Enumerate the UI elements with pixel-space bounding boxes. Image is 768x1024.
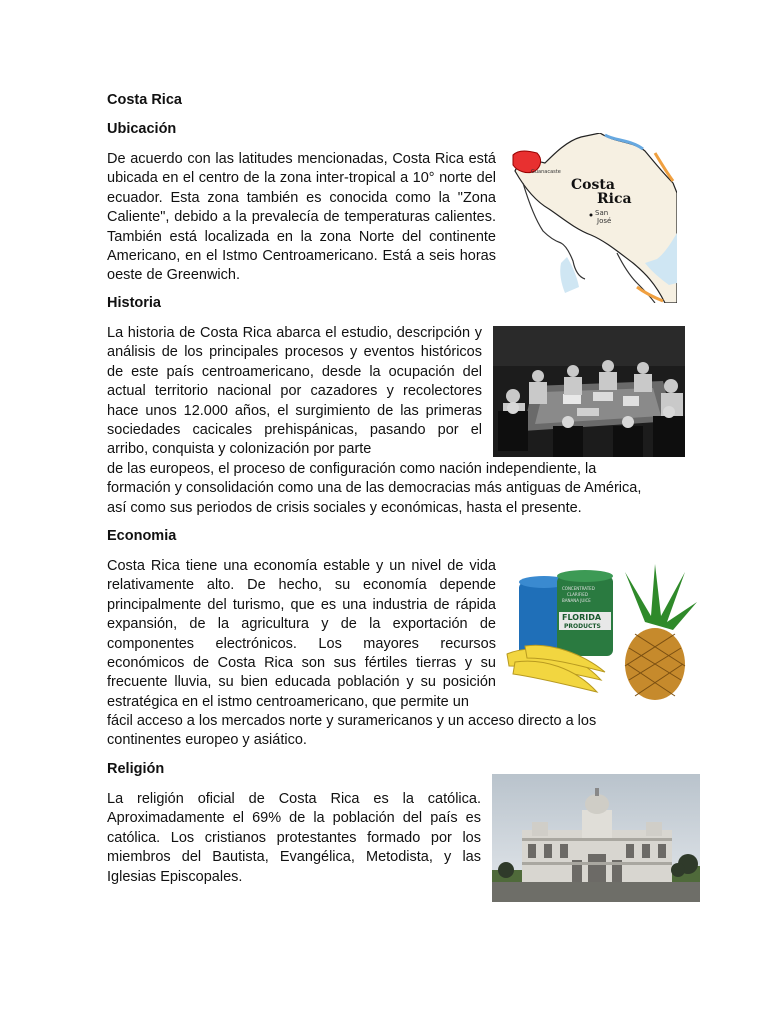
section-text-religion: La religión oficial de Costa Rica es la católica. Aproximadamente el 69% de la población del país es católica. Los cristianos protestantes formado por los miembros del Bautista, Evangélica, Metodista, y las Iglesias Episcopales. bbox=[107, 791, 481, 885]
costa-rica-map-image bbox=[505, 133, 677, 303]
map-label-jose: José bbox=[597, 217, 612, 225]
section-text-historia-full bbox=[107, 460, 661, 518]
fruit-products-image bbox=[505, 562, 698, 702]
cathedral-image bbox=[492, 774, 700, 902]
cathedral-photo-icon bbox=[492, 774, 700, 902]
section-heading-historia: Historia bbox=[107, 295, 161, 311]
text-line: formación y consolidación como una de las democracias más antiguas de América, bbox=[107, 480, 642, 497]
barrel-label-products: PRODUCTS bbox=[564, 623, 601, 630]
section-heading-ubicacion: Ubicación bbox=[107, 121, 177, 137]
barrel-label-juice: BANANA JUICE bbox=[562, 598, 591, 603]
section-text-economia-wrapped: Costa Rica tiene una economía estable y un nivel de vida relativamente alto. De hecho, su economía depende principalmente del turismo, que es una industria de rápida expansión, de la agricultura y de la exportación de componentes electrónicos. Los mayores recursos económicos de Costa Rica son sus fértiles tierras y su frecuente lluvia, su bien educada población y su posición estratégica en el istmo centroamericano, que permite un bbox=[107, 558, 496, 710]
map-label-rica: Rica bbox=[597, 191, 632, 207]
barrel-label-concentrated: CONCENTRATED bbox=[562, 586, 595, 591]
map-label-province: Guanacaste bbox=[531, 169, 561, 175]
text-line: fácil acceso a los mercados norte y suramericanos y un acceso directo a los bbox=[107, 713, 597, 729]
section-heading-religion: Religión bbox=[107, 761, 165, 777]
section-text-ubicacion: De acuerdo con las latitudes mencionadas, Costa Rica está ubicada en el centro de la zona inter-tropical a 10° norte del ecuador. Esta zona también es conocida como la "Zona Caliente", debido a la prevalecía de temperaturas calientes. También está localizada en la zona Norte del continente Americano, en el Istmo Centroamericano. Está a seis horas oeste de Greenwich. bbox=[107, 151, 496, 284]
barrel-label-brand: FLORIDA bbox=[562, 613, 602, 622]
text-line: de las europeos, el proceso de configuración como nación independiente, la bbox=[107, 461, 597, 477]
historic-meeting-image bbox=[493, 326, 685, 457]
section-text-economia-full bbox=[107, 712, 661, 751]
section-heading-economia: Economia bbox=[107, 528, 177, 544]
costa-rica-map-icon bbox=[505, 133, 677, 303]
text-line: así como sus periodos de crisis sociales y económicas, hasta el presente. bbox=[107, 499, 582, 516]
fruit-products-photo-icon bbox=[505, 562, 698, 702]
text-line: continentes europeo y asiático. bbox=[107, 732, 307, 749]
map-label-san: San bbox=[595, 209, 609, 217]
section-text-historia-wrapped: La historia de Costa Rica abarca el estudio, descripción y análisis de los principales procesos y eventos históricos de este país centroamericano, desde la ocupación del actual territorio nacional por cazadores y recolectores hace unos 12.000 años, el surgimiento de las primeras sociedades cacicales prehispánicas, pasando por el arribo, conquista y colonización por parte bbox=[107, 325, 482, 458]
page-title: Costa Rica bbox=[107, 92, 182, 108]
historic-meeting-photo-icon bbox=[493, 326, 685, 457]
barrel-label-clarified: CLARIFIED bbox=[567, 592, 588, 597]
map-label-costa: Costa bbox=[571, 177, 615, 193]
